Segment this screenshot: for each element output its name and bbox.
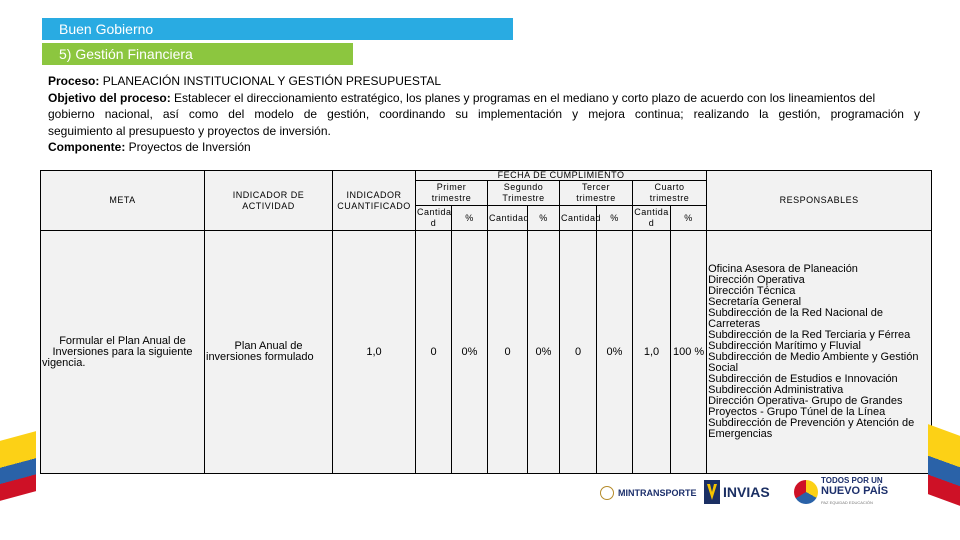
logo-line-3: PAZ EQUIDAD EDUCACIÓN: [821, 500, 873, 505]
objetivo-line-3: seguimiento al presupuesto y proyectos de inversión.: [48, 123, 331, 138]
proceso-value: PLANEACIÓN INSTITUCIONAL Y GESTIÓN PRESUPUESTAL: [102, 74, 442, 88]
colombia-flag-stripe-left: [0, 431, 36, 501]
responsable-item: Subdirección de Medio Ambiente y Gestión Social: [708, 351, 919, 374]
t4-cantidad-cell: 1,0: [633, 231, 671, 474]
t2-cantidad-cell: 0: [488, 231, 528, 474]
table-row: [41, 231, 932, 474]
intro-text: [48, 73, 920, 156]
responsables-cell: [707, 231, 932, 474]
indicador-cuantificado-header: INDICADOR CUANTIFICADO: [333, 171, 416, 231]
responsable-item: Oficina Asesora de Planeación: [708, 263, 858, 275]
responsables-header: RESPONSABLES: [707, 171, 932, 231]
t4-cantidad-header: Cantida d: [633, 206, 671, 231]
t3-pct-cell: 0%: [597, 231, 633, 474]
responsable-item: Subdirección Administrativa: [708, 384, 844, 396]
mintransporte-logo-text: MINTRANSPORTE: [618, 488, 697, 498]
responsable-item: Subdirección de la Red Nacional de Carreteras: [708, 307, 883, 330]
t3-pct-header: %: [597, 206, 633, 231]
indicador-actividad-cell: Plan Anual de inversiones formulado: [205, 231, 333, 474]
componente-line: [48, 139, 920, 156]
trimestre-4-header: Cuarto trimestre: [633, 181, 707, 206]
subsection-title: 5) Gestión Financiera: [59, 46, 193, 62]
t4-pct-header: %: [671, 206, 707, 231]
t1-pct-cell: 0%: [452, 231, 488, 474]
indicador-actividad-header: INDICADOR DE ACTIVIDAD: [205, 171, 333, 231]
responsable-item: Subdirección de Prevención y Atención de Emergencias: [708, 417, 915, 440]
responsable-item: Secretaría General: [708, 296, 802, 308]
componente-label: Componente:: [48, 140, 126, 154]
plan-table: [40, 170, 932, 474]
t3-cantidad-cell: 0: [560, 231, 597, 474]
objetivo-line-2: gobierno nacional, así como del modelo de gestión, coordinando su implementación y mejora continua; realizando la gestión, programación y: [48, 107, 920, 121]
t2-pct-header: %: [528, 206, 560, 231]
mintransporte-logo: [600, 486, 697, 500]
t1-cantidad-cell: 0: [416, 231, 452, 474]
responsable-item: Subdirección de Estudios e Innovación: [708, 373, 898, 385]
t3-cantidad-header: Cantidad: [560, 206, 597, 231]
trimestre-1-header: Primer trimestre: [416, 181, 488, 206]
coat-of-arms-icon: [600, 486, 614, 500]
indicador-cuantificado-cell: 1,0: [333, 231, 416, 474]
proceso-line: [48, 73, 920, 90]
invias-logo-text: INVIAS: [723, 484, 770, 500]
fecha-header: FECHA DE CUMPLIMIENTO: [416, 171, 707, 181]
invias-logo: [704, 480, 770, 504]
t1-pct-header: %: [452, 206, 488, 231]
meta-header: META: [41, 171, 205, 231]
subsection-header-bar: [42, 43, 353, 65]
trimestre-2-header: Segundo Trimestre: [488, 181, 560, 206]
componente-value: Proyectos de Inversión: [128, 140, 251, 154]
trimestre-3-header: Tercer trimestre: [560, 181, 633, 206]
responsable-item: Dirección Operativa- Grupo de Grandes Proyectos - Grupo Túnel de la Línea: [708, 395, 903, 418]
t2-cantidad-header: Cantidad: [488, 206, 528, 231]
t2-pct-cell: 0%: [528, 231, 560, 474]
section-title: Buen Gobierno: [59, 21, 154, 37]
responsable-item: Dirección Técnica: [708, 285, 796, 297]
todos-por-un-nuevo-pais-logo: [794, 475, 888, 508]
invias-mark-icon: [704, 480, 720, 504]
objetivo-label: Objetivo del proceso:: [48, 90, 171, 105]
responsable-item: Subdirección Marítimo y Fluvial: [708, 340, 861, 352]
t4-pct-cell: 100 %: [671, 231, 707, 474]
meta-cell: Formular el Plan Anual de Inversiones para la siguiente vigencia.: [41, 231, 205, 474]
responsable-item: Subdirección de la Red Terciaria y Férrea: [708, 329, 911, 341]
objetivo-text-1: Establecer el direccionamiento estratégico, los planes y programas en el mediano y corto plazo de acuerdo con los lineamientos del: [174, 90, 876, 105]
proceso-label: Proceso:: [48, 74, 100, 88]
logo-line-2: NUEVO PAÍS: [821, 485, 889, 497]
responsable-item: Dirección Operativa: [708, 274, 805, 286]
nuevo-pais-emblem-icon: [794, 480, 818, 504]
colombia-flag-stripe-right: [928, 424, 960, 506]
section-header-bar: [42, 18, 513, 40]
logo-line-1: TODOS POR UN: [821, 476, 883, 485]
objetivo-line-1: [48, 90, 920, 107]
t1-cantidad-header: Cantida d: [416, 206, 452, 231]
